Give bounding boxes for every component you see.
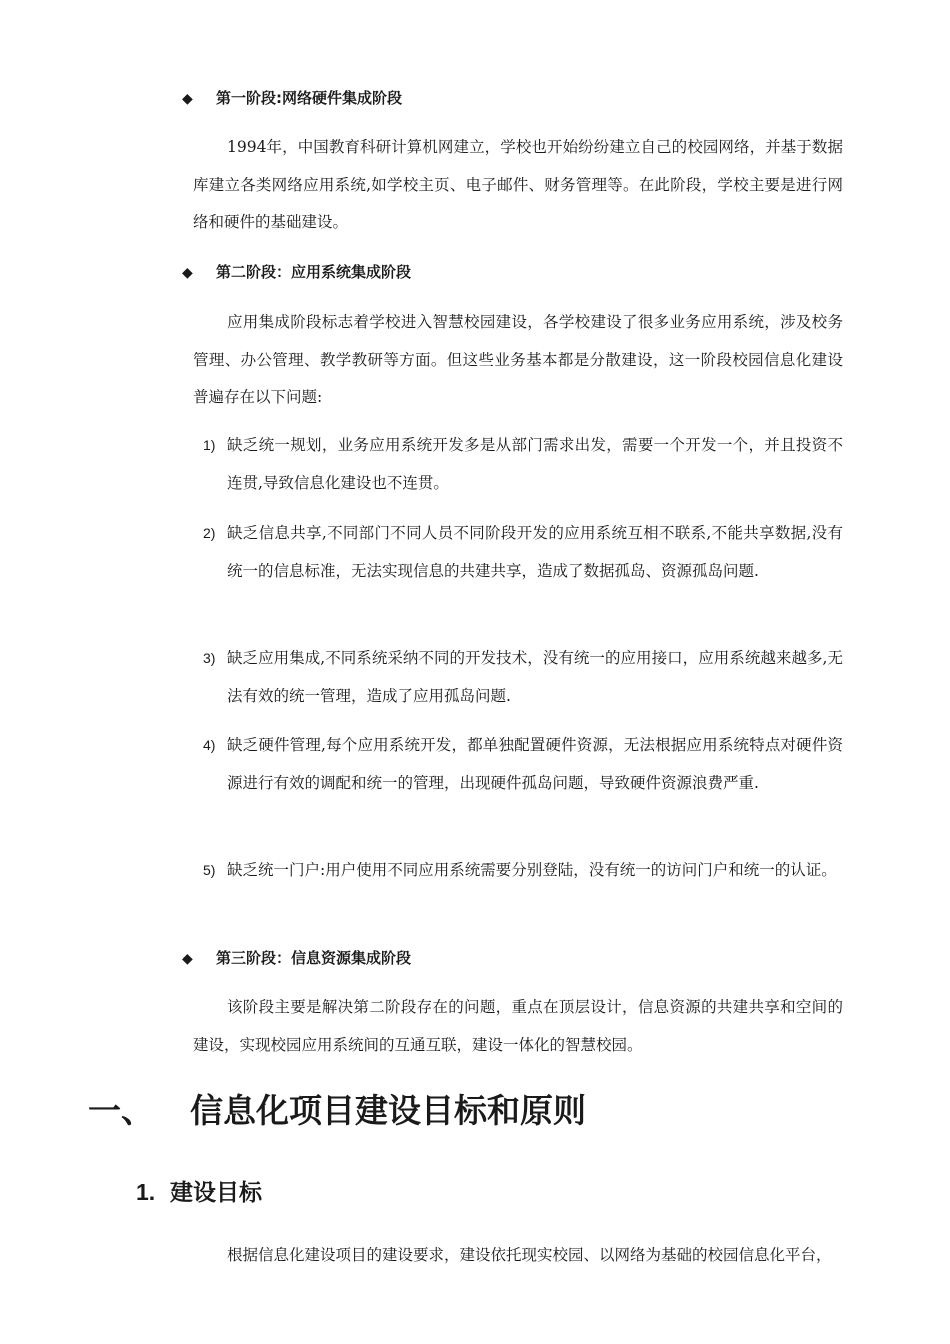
problem-list-item (203, 852, 843, 890)
subsection-title: 建设目标 (170, 1180, 262, 1206)
list-text: 缺乏统一规划，业务应用系统开发多是从部门需求出发，需要一个开发一个，并且投资不连贯,导致信息化建设也不连贯。 (227, 436, 843, 492)
stage-one-title: 第一阶段:网络硬件集成阶段 (216, 89, 402, 107)
subsection-heading (136, 1172, 262, 1212)
list-text: 缺乏信息共享,不同部门不同人员不同阶段开发的应用系统互相不联系,不能共享数据,没有统一的信息标准，无法实现信息的共建共享，造成了数据孤岛、资源孤岛问题. (227, 524, 843, 580)
problem-list-item (203, 515, 843, 590)
chapter-heading (88, 1086, 586, 1136)
list-text: 缺乏硬件管理,每个应用系统开发，都单独配置硬件资源，无法根据应用系统特点对硬件资源进行有效的调配和统一的管理，出现硬件孤岛问题，导致硬件资源浪费严重. (227, 736, 843, 792)
stage-one-paragraph: 1994年，中国教育科研计算机网建立，学校也开始纷纷建立自己的校园网络，并基于数据库建立各类网络应用系统,如学校主页、电子邮件、财务管理等。在此阶段，学校主要是进行网络和硬件的基础建设。 (193, 138, 843, 231)
stage-two-title: 第二阶段：应用系统集成阶段 (216, 263, 412, 281)
list-number: 4) (203, 737, 216, 753)
chapter-number: 一、 (88, 1091, 154, 1130)
list-number: 3) (203, 650, 216, 666)
problem-list-item (203, 640, 843, 715)
diamond-bullet-icon: ◆ (182, 91, 193, 107)
stage-two-paragraph: 应用集成阶段标志着学校进入智慧校园建设，各学校建设了很多业务应用系统，涉及校务管理、办公管理、教学教研等方面。但这些业务基本都是分散建设，这一阶段校园信息化建设普遍存在以下问题: (193, 313, 843, 406)
goal-paragraph: 根据信息化建设项目的建设要求，建设依托现实校园、以网络为基础的校园信息化平台， (227, 1246, 832, 1264)
stage-two-heading (182, 260, 411, 284)
stage-three-heading (182, 946, 411, 970)
list-number: 2) (203, 525, 216, 541)
problem-list-item (203, 727, 843, 802)
problem-list-item (203, 427, 843, 502)
list-text: 缺乏应用集成,不同系统采纳不同的开发技术，没有统一的应用接口，应用系统越来越多,无法有效的统一管理，造成了应用孤岛问题. (227, 649, 843, 705)
list-number: 5) (203, 862, 216, 878)
chapter-title: 信息化项目建设目标和原则 (190, 1091, 586, 1130)
diamond-bullet-icon: ◆ (182, 951, 193, 967)
stage-three-title: 第三阶段：信息资源集成阶段 (216, 949, 412, 967)
subsection-number: 1. (136, 1179, 156, 1205)
list-text: 缺乏统一门户:用户使用不同应用系统需要分别登陆，没有统一的访问门户和统一的认证。 (227, 861, 837, 879)
diamond-bullet-icon: ◆ (182, 265, 193, 281)
stage-three-paragraph: 该阶段主要是解决第二阶段存在的问题，重点在顶层设计，信息资源的共建共享和空间的建设，实现校园应用系统间的互通互联，建设一体化的智慧校园。 (193, 998, 843, 1054)
list-number: 1) (203, 437, 216, 453)
stage-one-heading (182, 86, 402, 110)
